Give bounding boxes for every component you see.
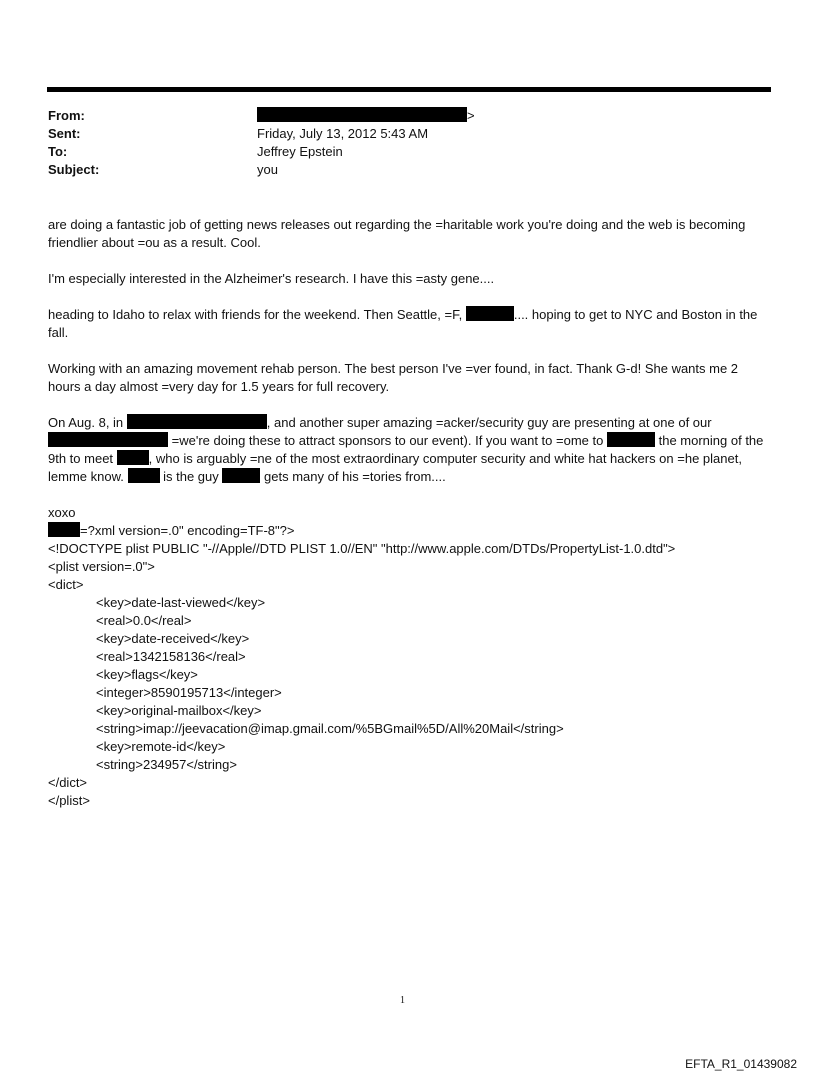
body-text-segment: , who is arguably =ne of the most extraordinary computer security and white hat hackers on =he planet, lemme know.	[48, 451, 742, 484]
plist-entry-line: <string>imap://jeevacation@imap.gmail.com/%5BGmail%5D/All%20Mail</string>	[96, 721, 564, 736]
body-paragraph-2: I'm especially interested in the Alzheimer's research. I have this =asty gene....	[48, 271, 495, 286]
body-paragraph-4: Working with an amazing movement rehab person. The best person I've =ver found, in fact. Thank G-d! She wants me 2 hours a day almost =very day for 1.5 years for full recovery.	[48, 361, 739, 394]
plist-entry-line: <string>234957</string>	[96, 757, 237, 772]
page-number: 1	[400, 995, 405, 1006]
dict-open-line: <dict>	[48, 577, 84, 592]
subject-row	[48, 161, 768, 179]
plist-entry-line: <key>date-received</key>	[96, 631, 250, 646]
bates-number: EFTA_R1_01439082	[685, 1057, 797, 1071]
body-text-segment: is the guy	[163, 469, 219, 484]
dict-close-line: </dict>	[48, 775, 88, 790]
to-value: Jeffrey Epstein	[257, 144, 343, 159]
signoff: xoxo	[48, 505, 76, 520]
plist-entry-line: <key>original-mailbox</key>	[96, 703, 262, 718]
redaction-box	[466, 306, 514, 321]
subject-value: you	[257, 162, 278, 177]
body-paragraph-3	[48, 306, 770, 342]
redaction-box	[48, 432, 168, 447]
body-paragraph-1: are doing a fantastic job of getting news releases out regarding the =haritable work you're doing and the web is becoming friendlier about =ou as a result. Cool.	[48, 217, 746, 250]
redaction-box	[222, 468, 260, 483]
redaction-box	[257, 107, 467, 122]
xml-declaration: =?xml version=.0" encoding=TF-8"?>	[80, 523, 295, 538]
from-label: From:	[48, 108, 85, 123]
body-text-segment: , and another super amazing =acker/security guy are presenting at one of our	[266, 415, 712, 430]
redaction-box	[127, 414, 267, 429]
plist-open-line: <plist version=.0">	[48, 559, 155, 574]
from-row	[48, 107, 768, 125]
xml-declaration-line	[48, 522, 770, 540]
body-text-segment: .... hoping to get to NYC and Boston in the fall.	[48, 307, 758, 340]
body-text-segment: gets many of his =tories from....	[264, 469, 446, 484]
subject-label: Subject:	[48, 162, 100, 177]
plist-block	[48, 504, 770, 810]
body-text-segment: the morning of the 9th to meet	[48, 433, 764, 466]
redaction-box	[48, 522, 80, 537]
plist-entry-line: <integer>8590195713</integer>	[96, 685, 282, 700]
plist-entry-line: <key>remote-id</key>	[96, 739, 226, 754]
plist-entry-line: <real>0.0</real>	[96, 613, 192, 628]
sent-row	[48, 125, 768, 143]
body-text-segment: On Aug. 8, in	[48, 415, 124, 430]
plist-entry-line: <key>date-last-viewed</key>	[96, 595, 266, 610]
from-suffix: >	[467, 108, 475, 123]
email-body	[48, 216, 770, 810]
plist-entry-line: <real>1342158136</real>	[96, 649, 246, 664]
from-value	[257, 107, 475, 125]
plist-close-line: </plist>	[48, 793, 90, 808]
redaction-box	[128, 468, 160, 483]
plist-entry-line: <key>flags</key>	[96, 667, 198, 682]
redaction-box	[607, 432, 655, 447]
doctype-line: <!DOCTYPE plist PUBLIC "-//Apple//DTD PLIST 1.0//EN" "http://www.apple.com/DTDs/PropertyList-1.0.dtd">	[48, 541, 676, 556]
email-header	[48, 107, 768, 179]
sent-value: Friday, July 13, 2012 5:43 AM	[257, 126, 429, 141]
header-rule	[47, 87, 771, 92]
redaction-box	[117, 450, 149, 465]
sent-label: Sent:	[48, 126, 81, 141]
body-text-segment: =we're doing these to attract sponsors to our event). If you want to =ome to	[171, 433, 604, 448]
to-label: To:	[48, 144, 68, 159]
body-text-segment: heading to Idaho to relax with friends for the weekend. Then Seattle, =F,	[48, 307, 463, 322]
body-paragraph-5	[48, 414, 770, 486]
to-row	[48, 143, 768, 161]
